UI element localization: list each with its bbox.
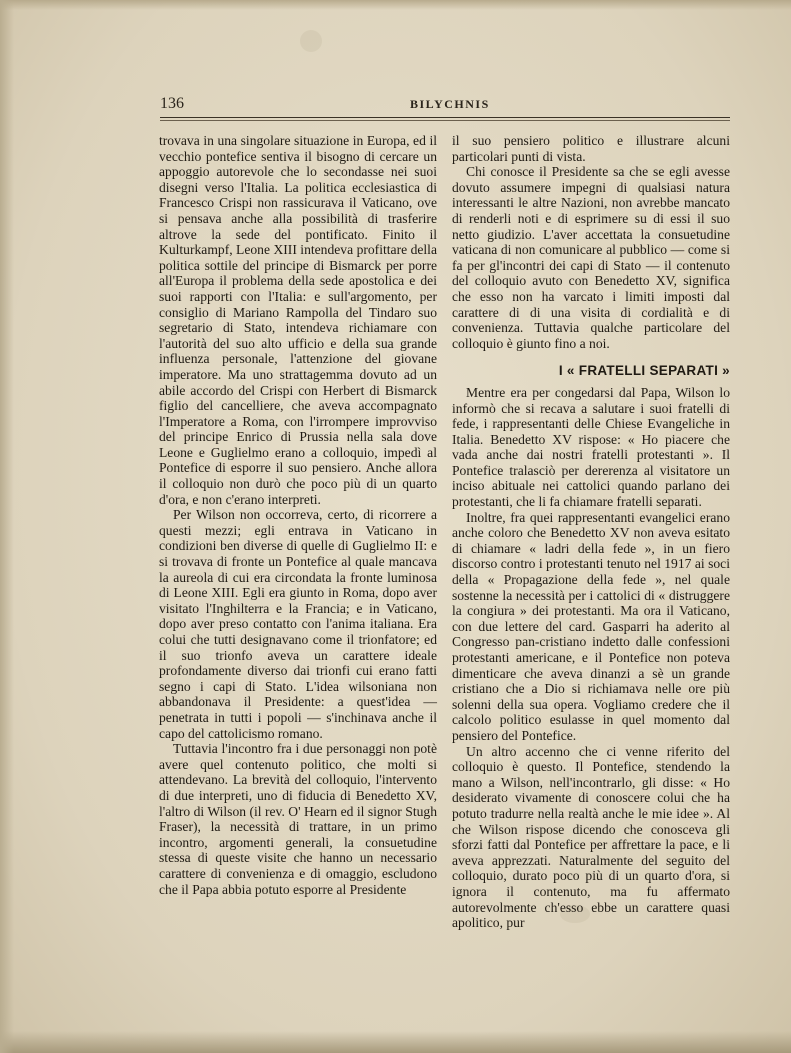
paragraph: il suo pensiero politico e illustrare alcuni particolari punti di vista. [452,133,730,164]
page-edge-bottom [0,1031,791,1053]
section-heading: I « FRATELLI SEPARATI » [558,363,730,379]
paragraph: trovava in una singolare situazione in Europa, ed il vecchio pontefice sentiva il bisogno di cercare un appoggio autorevole che lo secondasse nei suoi disegni verso l'Italia. La politica ecclesiastica di Francesco Crispi non rassicurava il Vaticano, ove si pensava anche alla possibilità di trasferire altrove la sede del pontificato. Finito il Kulturkampf, Leone XIII intendeva profittare della politica sottile del principe di Bismarck per porre all'Europa il problema della sede apostolica e dei suoi rapporti con l'Italia: e sull'argomento, per consiglio di Mariano Rampolla del Tindaro suo segretario di Stato, intendeva richiamare con l'autorità del suo alto ufficio e della sua grande influenza personale, l'attenzione del giovane imperatore. Ma uno strattagemma dovuto ad un abile accordo del Crispi con Herbert di Bismarck figlio del cancelliere, che aveva accompagnato l'Imperatore a Roma, con l'irrompere improvviso del principe Enrico di Prussia nella sala dove Leone e Guglielmo erano a colloquio, impedì al Pontefice di esporre il suo pensiero. Anche allora il colloquio non durò che poco più di un quarto d'ora, e non c'erano interpreti. [159,133,437,507]
page-edge-top [0,0,791,10]
page-number: 136 [160,95,184,112]
paragraph: Chi conosce il Presidente sa che se egli avesse dovuto assumere impegni di qualsiasi natura interessanti le altre Nazioni, non avrebbe mancato di renderli noti e di esprimere su di essi il suo netto giudizio. L'aver accettata la consuetudine vaticana di non comunicare al pubblico — come si fa per gl'incontri dei capi di Stato — il contenuto del colloquio avuto con Benedetto XV, significa che esso non ha varcato i limiti imposti dal carattere di di una visita di cordialità e di convenienza. Tuttavia qualche particolare del colloquio è giunto fino a noi. [452,164,730,351]
page-edge-left [0,0,14,1053]
paragraph: Mentre era per congedarsi dal Papa, Wilson lo informò che si recava a salutare i suoi fratelli di fede, i rappresentanti delle Chiese Evangeliche in Italia. Benedetto XV rispose: « Ho piacere che vada anche dai nostri fratelli protestanti ». Il Pontefice tralasciò per dererenza al visitatore un inciso abituale nei cattolici quando parlano dei protestanti, che li fa chiamare fratelli separati. [452,384,730,510]
running-title: BILYCHNIS [410,97,490,111]
paper-stain [300,30,322,52]
right-column [452,133,730,931]
left-column [159,133,437,897]
header-rule [160,117,730,118]
header-rule-secondary [160,120,730,121]
paragraph: Per Wilson non occorreva, certo, di ricorrere a questi mezzi; egli entrava in Vaticano in condizioni ben diverse di quelle di Guglielmo II: e si trovava di fronte un Pontefice al quale mancava la aureola di cui era circondata la fronte luminosa di Leone XIII. Egli era giunto in Roma, dopo aver visitato l'Inghilterra e la Francia; e in Vaticano, dopo aver preso contatto con l'anima italiana. Era colui che tutti designavano come il trionfatore; ed il suo trionfo aveva un carattere ideale profondamente diverso dai trionfi cui erano fatti segno i capi di Stato. L'idea wilsoniana non abbandonava il Presidente: a quest'idea — penetrata in tutti i popoli — s'inchinava anche il capo del cattolicismo romano. [159,507,437,741]
paragraph: Un altro accenno che ci venne riferito del colloquio è questo. Il Pontefice, stendendo la mano a Wilson, nell'incontrarlo, gli disse: « Ho desiderato vivamente di conoscere colui che ha potuto tradurre nella realtà anche le mie idee ». Al che Wilson rispose dicendo che conosceva gli sforzi fatti dal Pontefice per affrettare la pace, e li aveva apprezzati. Naturalmente del seguito del colloquio, durato poco più di un quarto d'ora, si ignora il contenuto, ma fu affermato autorevolmente ch'esso ebbe un carattere quasi apolitico, pur [452,743,730,931]
paragraph: Tuttavia l'incontro fra i due personaggi non potè avere quel contenuto politico, che molti si attendevano. La brevità del colloquio, l'intervento di due interpreti, uno di fiducia di Benedetto XV, l'altro di Wilson (il rev. O' Hearn ed il signor Stugh Fraser), la necessità di trattare, in un primo incontro, argomenti generali, la consuetudine stessa di queste visite che hanno un necessario carattere di convenienza e di omaggio, escludono che il Papa abbia potuto esporre al Presidente [159,741,437,897]
page-header [160,95,730,117]
paragraph: Inoltre, fra quei rappresentanti evangelici erano anche coloro che Benedetto XV non aveva esitato di chiamare « ladri della fede », in un fiero discorso contro i protestanti tenuto nel 1917 ai soci della « Propagazione della fede », nel quale sostenne la necessità per i cattolici di « distruggere la congiura » dei protestanti. Ma ora il Vaticano, con due lettere del card. Gasparri ha aderito al Congresso pan-cristiano indetto dalle confessioni protestanti americane, e il Pontefice non poteva dimenticare che aveva dinanzi a sè un grande cristiano che a Dio si richiamava nelle ore più solenni della sua opera. Vogliamo credere che il calcolo politico esulasse in quel momento dal pensiero del Pontefice. [452,509,730,743]
